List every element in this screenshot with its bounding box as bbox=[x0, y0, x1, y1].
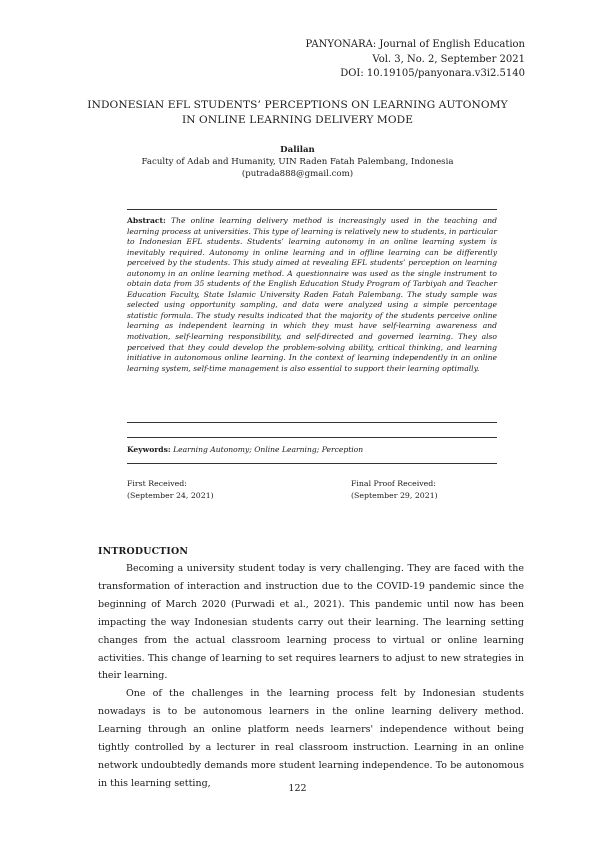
introduction-paragraph-1: Becoming a university student today is very challenging. They are faced with the transformation of interaction and instruction due to the COVID-19 pandemic since the beginning of March 2020 (Purwadi et al., 2021). This pandemic until now has been impacting the way Indonesian students carry out their learning. The learning setting changes from the actual classroom learning process to virtual or online learning activities. This change of learning to set requires learners to adjust to new strategies in their learning. bbox=[98, 563, 524, 682]
journal-name: PANYONARA: Journal of English Education bbox=[305, 39, 525, 50]
journal-doi: DOI: 10.19105/panyonara.v3i2.5140 bbox=[340, 68, 525, 79]
article-title bbox=[70, 98, 525, 127]
keywords-top-rule bbox=[127, 437, 497, 438]
abstract-label: Abstract: bbox=[127, 216, 166, 225]
first-received bbox=[127, 478, 214, 501]
abstract bbox=[127, 216, 497, 374]
introduction-heading: INTRODUCTION bbox=[98, 546, 189, 557]
journal-header bbox=[306, 38, 525, 82]
abstract-bottom-rule bbox=[127, 422, 497, 423]
keywords-text: Learning Autonomy; Online Learning; Perception bbox=[173, 445, 364, 454]
author-affiliation: Faculty of Adab and Humanity, UIN Raden Fatah Palembang, Indonesia bbox=[141, 157, 454, 167]
abstract-top-rule bbox=[127, 209, 497, 210]
final-proof-label: Final Proof Received: bbox=[351, 479, 436, 488]
journal-volume: Vol. 3, No. 2, September 2021 bbox=[372, 53, 525, 65]
final-proof-received bbox=[351, 478, 438, 501]
keywords-bottom-rule bbox=[127, 463, 497, 464]
author-email: (putrada888@gmail.com) bbox=[241, 169, 354, 179]
article-title-line-1: INDONESIAN EFL STUDENTS’ PERCEPTIONS ON LEARNING AUTONOMY bbox=[87, 99, 508, 111]
keywords bbox=[127, 444, 497, 455]
author-block bbox=[70, 144, 525, 180]
keywords-label: Keywords: bbox=[127, 445, 171, 454]
final-proof-date: (September 29, 2021) bbox=[351, 490, 438, 500]
page-number: 122 bbox=[288, 783, 307, 794]
introduction-paragraph-2: One of the challenges in the learning process felt by Indonesian students nowadays is to be autonomous learners in the online learning delivery method. Learning through an online platform needs learners' independence without being tightly controlled by a lecturer in real classroom instruction. Learning in an online network undoubtedly demands more student learning independence. To be autonomous in this learning setting, bbox=[98, 688, 524, 789]
first-received-label: First Received: bbox=[127, 479, 187, 488]
abstract-text: The online learning delivery method is increasingly used in the teaching and learning process at universities. This type of learning is relatively new to students, in particular to Indonesian EFL students. Students’ learning autonomy in an online learning system is inevitably required. Autonomy in online learning and in offline learning can be differently perceived by the students. This study aimed at revealing EFL students’ perception on learning autonomy in an online learning method. A questionnaire was used as the single instrument to obtain data from 35 students of the English Education Study Program of Tarbiyah and Teacher Education Faculty, State Islamic University Raden Fatah Palembang. The study sample was selected using opportunity sampling, and data were analyzed using a simple percentage statistic formula. The study results indicated that the majority of the students perceive online learning as independent learning in which they must have self-learning awareness and motivation, self-learning responsibility, and self-directed and governed learning. They also perceived that they could develop the problem-solving ability, critical thinking, and learning initiative in autonomous online learning. In the context of learning independently in an online learning system, self-time management is also essential to support their learning optimally. bbox=[127, 216, 498, 373]
author-name: Dalilan bbox=[280, 145, 315, 155]
first-received-date: (September 24, 2021) bbox=[127, 490, 214, 500]
article-title-line-2: IN ONLINE LEARNING DELIVERY MODE bbox=[181, 113, 414, 126]
introduction-body bbox=[98, 560, 524, 793]
